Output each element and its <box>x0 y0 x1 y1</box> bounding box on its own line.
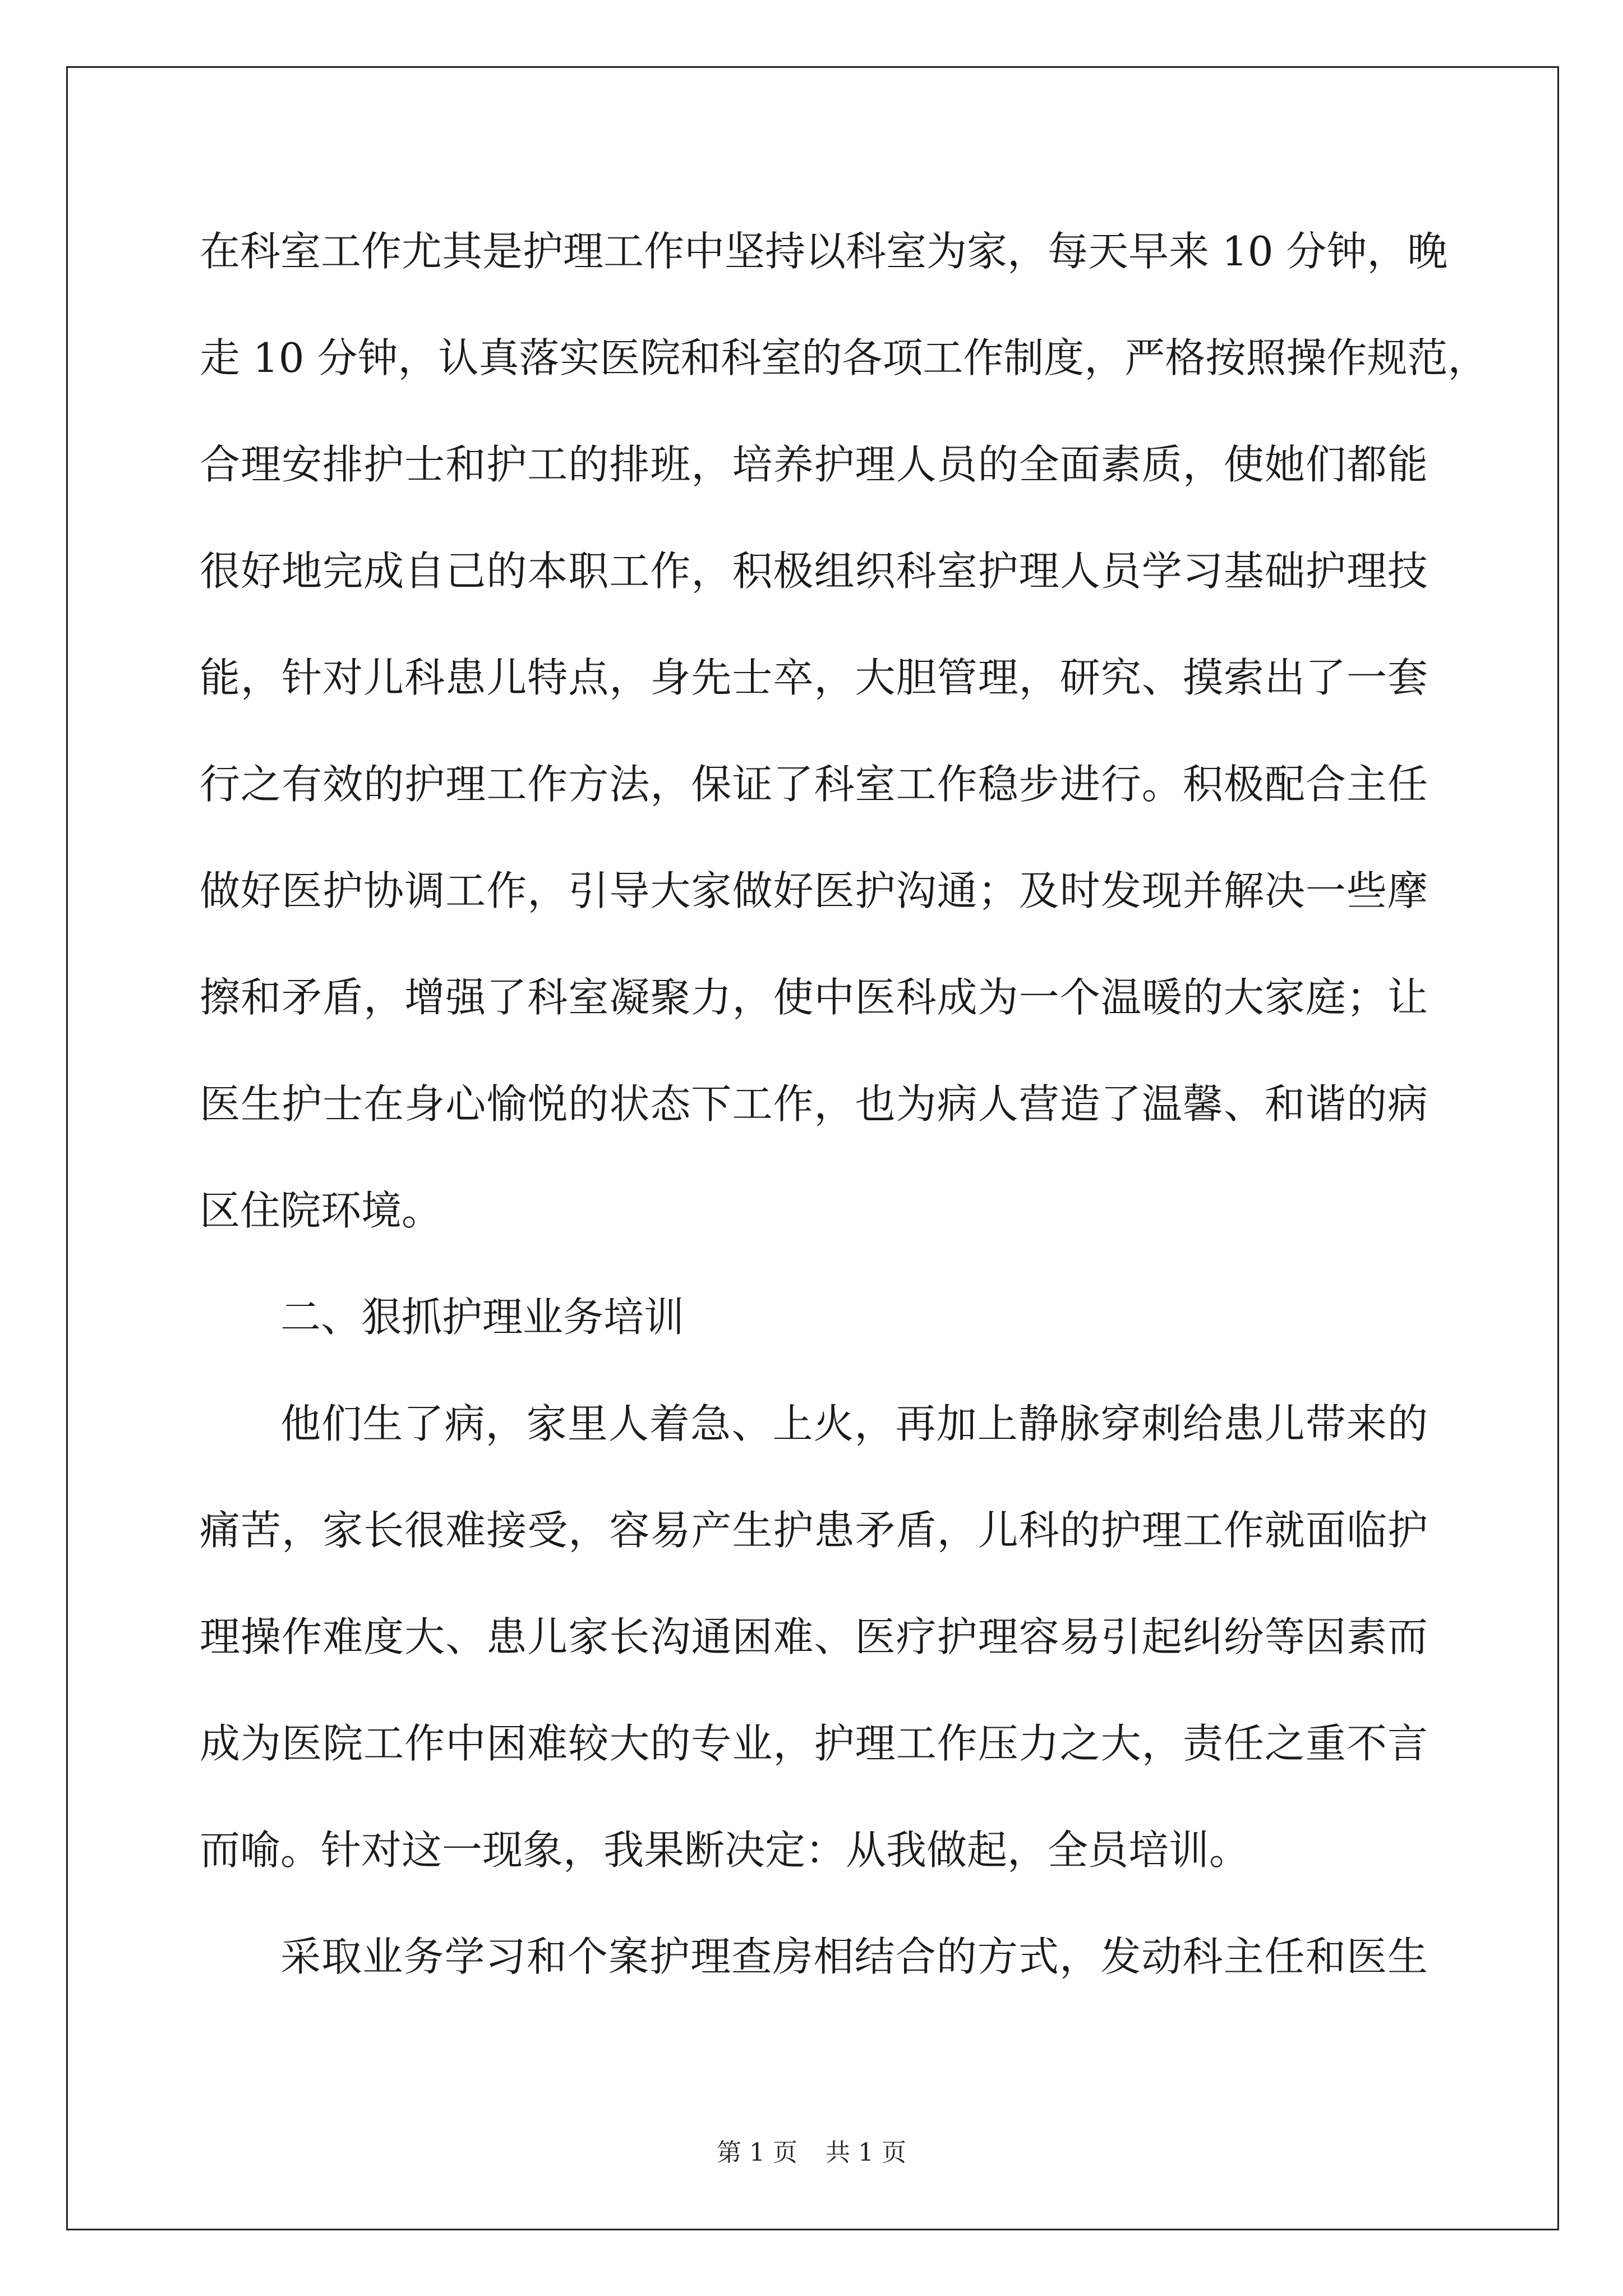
page-number-current: 第 1 页 <box>717 2138 797 2167</box>
text-line: 而喻。针对这一现象，我果断决定：从我做起，全员培训。 <box>200 1826 1250 1874</box>
document-body <box>200 215 1488 2027</box>
text-line: 擦和矛盾，增强了科室凝聚力，使中医科成为一个温暖的大家庭；让 <box>200 974 1428 1021</box>
text-line: 理操作难度大、患儿家长沟通困难、医疗护理容易引起纠纷等因素而 <box>200 1613 1428 1660</box>
text-line: 合理安排护士和护工的排班，培养护理人员的全面素质，使她们都能 <box>200 441 1428 488</box>
paragraph-2 <box>200 1387 1428 1920</box>
text-line: 医生护士在身心愉悦的状态下工作，也为病人营造了温馨、和谐的病 <box>200 1080 1428 1128</box>
text-line: 做好医护协调工作，引导大家做好医护沟通；及时发现并解决一些摩 <box>200 867 1428 914</box>
text-line: 走 10 分钟，认真落实医院和科室的各项工作制度，严格按照操作规范， <box>200 334 1488 381</box>
paragraph-1 <box>200 215 1488 1281</box>
text-line: 很好地完成自己的本职工作，积极组织科室护理人员学习基础护理技 <box>200 547 1428 595</box>
text-line: 痛苦，家长很难接受，容易产生护患矛盾，儿科的护理工作就面临护 <box>200 1507 1428 1554</box>
text-line: 他们生了病，家里人着急、上火，再加上静脉穿刺给患儿带来的 <box>280 1400 1428 1447</box>
text-line: 在科室工作尤其是护理工作中坚持以科室为家，每天早来 10 分钟，晚 <box>200 228 1448 275</box>
text-line: 采取业务学习和个案护理查房相结合的方式，发动科主任和医生 <box>280 1933 1428 1980</box>
page-number-total: 共 1 页 <box>826 2138 906 2167</box>
text-line: 能，针对儿科患儿特点，身先士卒，大胆管理，研究、摸索出了一套 <box>200 654 1428 701</box>
text-line: 区住院环境。 <box>200 1187 442 1234</box>
section-heading-text: 二、狠抓护理业务培训 <box>280 1294 685 1341</box>
text-line: 成为医院工作中困难较大的专业，护理工作压力之大，责任之重不言 <box>200 1720 1428 1767</box>
page-footer <box>0 2136 1623 2170</box>
paragraph-3 <box>200 1920 1428 2027</box>
section-heading <box>200 1281 1428 1387</box>
text-line: 行之有效的护理工作方法，保证了科室工作稳步进行。积极配合主任 <box>200 761 1428 808</box>
